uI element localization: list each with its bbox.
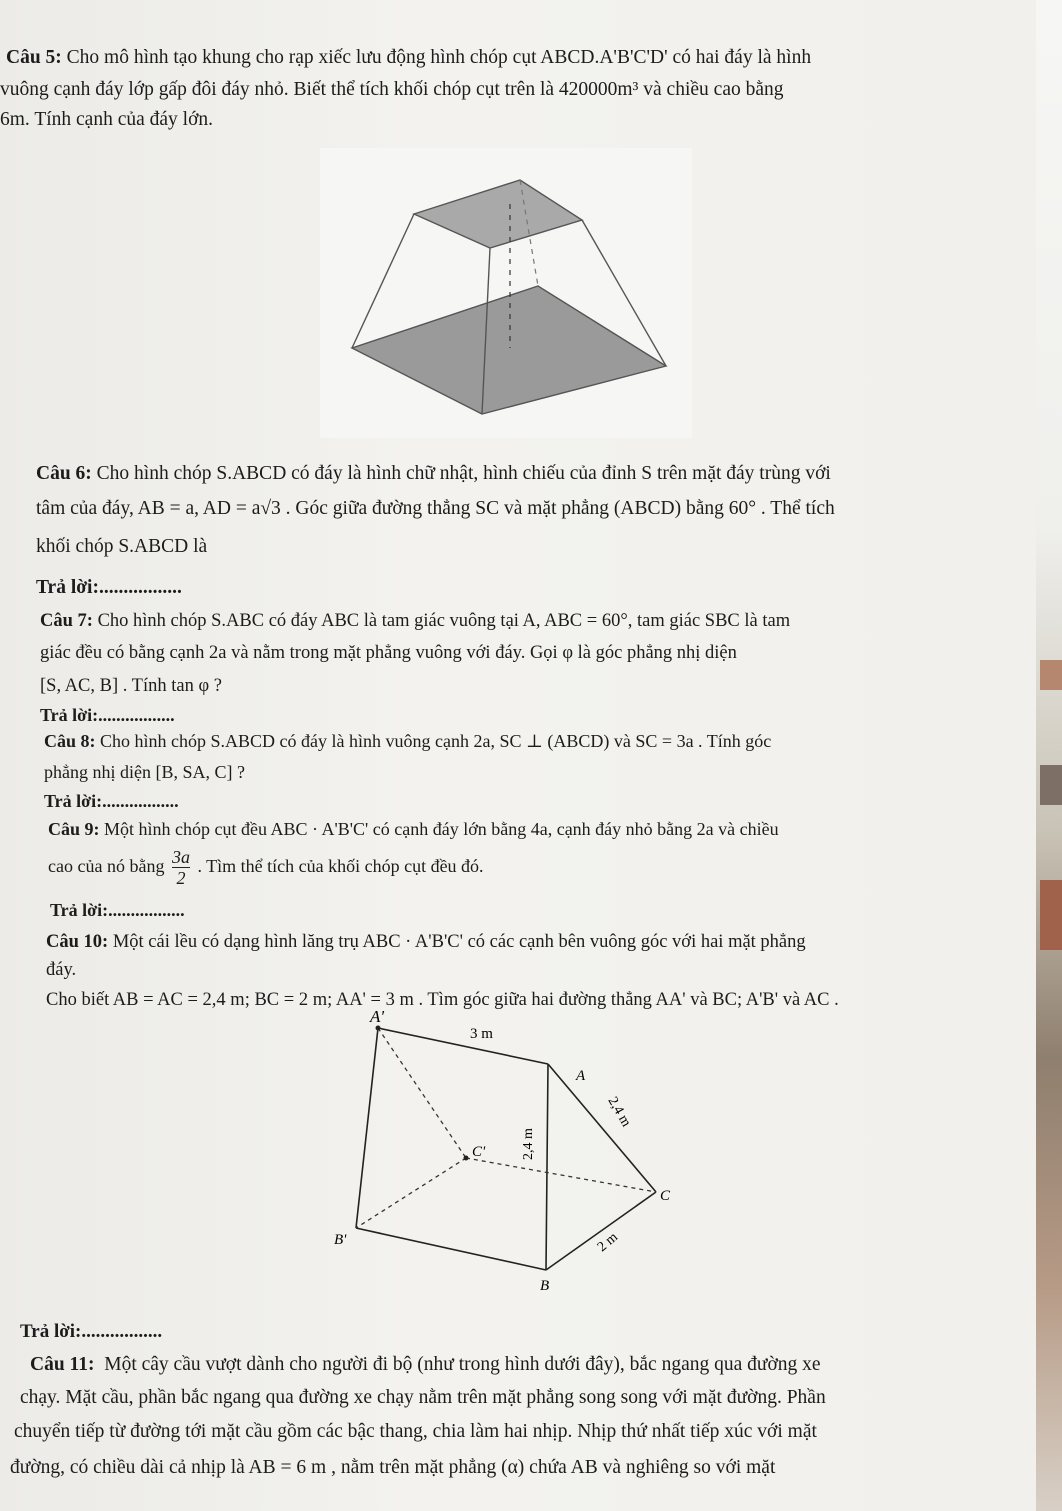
q6-line1 [36,462,831,486]
edge-A1C1 [378,1028,466,1158]
page-edge-background [1036,0,1062,1511]
edge-A1B1 [356,1028,378,1228]
q10-text1: Một cái lều có dạng hình lăng trụ ABC · A'B'C' có các cạnh bên vuông góc với hai mặt phẳng [112,932,806,952]
q9-line1 [48,817,779,841]
length-BC: 2 m [594,1229,621,1256]
q10-answer: Trả lời:................. [20,1321,163,1342]
q9-line2 [48,844,484,888]
q7-line2: giác đều có bằng cạnh 2a và nằm trong mặt phẳng vuông với đáy. Gọi φ là góc phẳng nhị diện [40,643,737,663]
edge-BC [546,1192,656,1270]
q10-line1 [46,930,806,954]
q11-line1 [30,1353,821,1377]
q7-line3: [S, AC, B] . Tính tan φ ? [40,676,222,696]
q9-fraction [172,847,190,888]
label-A1: A' [370,1008,385,1026]
q6-answer: Trả lời:................. [36,577,182,598]
q9-text2-post: . Tìm thể tích của khối chóp cụt đều đó. [197,856,484,876]
q8-label: Câu 8: [44,731,96,751]
background-stripe [1040,880,1062,950]
q5-label: Câu 5: [6,47,62,68]
q9-answer: Trả lời:................. [50,900,185,920]
q9-fraction-numerator: 3a [171,847,190,868]
q6-line3: khối chóp S.ABCD là [36,536,208,557]
q9-text1: Một hình chóp cụt đều ABC · A'B'C' có cạnh đáy lớn bằng 4a, cạnh đáy nhỏ bằng 2a và chiều [104,819,779,839]
background-stripe [1040,660,1062,690]
length-AA1: 3 m [470,1026,493,1042]
point-C1 [464,1156,469,1161]
point-A1 [376,1026,381,1031]
q11-line3: chuyển tiếp từ đường tới mặt cầu gồm các bậc thang, chia làm hai nhịp. Nhịp thứ nhất tiếp xúc với mặt [14,1421,817,1442]
q11-text1: Một cây cầu vượt dành cho người đi bộ (như trong hình dưới đây), bắc ngang qua đường xe [104,1354,821,1375]
q8-line1 [44,729,771,753]
q7-label: Câu 7: [40,611,93,631]
length-AC: 2,4 m [604,1094,634,1130]
edge-C1C [466,1158,656,1192]
q7-line1 [40,609,790,633]
q5-line2: vuông cạnh đáy lớp gấp đôi đáy nhỏ. Biết thể tích khối chóp cụt trên là 420000m³ và chiều cao bằng [0,79,784,100]
edge-AB [546,1064,548,1270]
q11-line2: chạy. Mặt cầu, phần bắc ngang qua đường xe chạy nằm trên mặt phẳng song song với mặt đường. Phần [20,1387,826,1408]
label-B: B [540,1278,550,1294]
q6-label: Câu 6: [36,463,92,484]
edge-AC [548,1064,656,1192]
q7-answer: Trả lời:................. [40,705,175,725]
prism-figure [320,1008,700,1308]
q11-line4: đường, có chiều dài cả nhịp là AB = 6 m , nằm trên mặt phẳng (α) chứa AB và nghiêng so với mặt [10,1457,776,1478]
q9-label: Câu 9: [48,819,100,839]
frustum-figure [320,148,692,438]
q5-line1 [6,46,811,70]
q5-text1: Cho mô hình tạo khung cho rạp xiếc lưu động hình chóp cụt ABCD.A'B'C'D' có hai đáy là hình [66,47,812,68]
label-A: A [576,1068,586,1084]
q9-text2-pre: cao của nó bằng [48,856,165,876]
q8-answer: Trả lời:................. [44,791,179,811]
label-B1: B' [334,1232,347,1248]
background-stripe [1040,765,1062,805]
edge-B1B [356,1228,546,1270]
label-C1: C' [472,1144,486,1160]
q5-line3: 6m. Tính cạnh của đáy lớn. [0,109,214,130]
label-C: C [660,1188,671,1204]
length-AB: 2,4 m [521,1128,536,1160]
edge-C1B1 [356,1158,466,1228]
q7-text1: Cho hình chóp S.ABC có đáy ABC là tam giác vuông tại A, ABC = 60°, tam giác SBC là tam [97,611,791,631]
q10-line3: Cho biết AB = AC = 2,4 m; BC = 2 m; AA' = 3 m . Tìm góc giữa hai đường thẳng AA' và BC; A'B' và AC . [46,990,839,1010]
q10-line2: đáy. [46,960,77,980]
q6-line2: tâm của đáy, AB = a, AD = a√3 . Góc giữa đường thẳng SC và mặt phẳng (ABCD) bằng 60° . Thể tích [36,498,835,519]
edge-A1A [378,1028,548,1064]
q9-fraction-denominator: 2 [176,868,186,889]
q8-text1: Cho hình chóp S.ABCD có đáy là hình vuông cạnh 2a, SC ⊥ (ABCD) và SC = 3a . Tính góc [100,731,772,751]
q10-label: Câu 10: [46,932,109,952]
q8-line2: phẳng nhị diện [B, SA, C] ? [44,762,245,782]
q11-label: Câu 11: [30,1354,95,1375]
q6-text1: Cho hình chóp S.ABCD có đáy là hình chữ nhật, hình chiếu của đỉnh S trên mặt đáy trùng với [96,463,831,484]
